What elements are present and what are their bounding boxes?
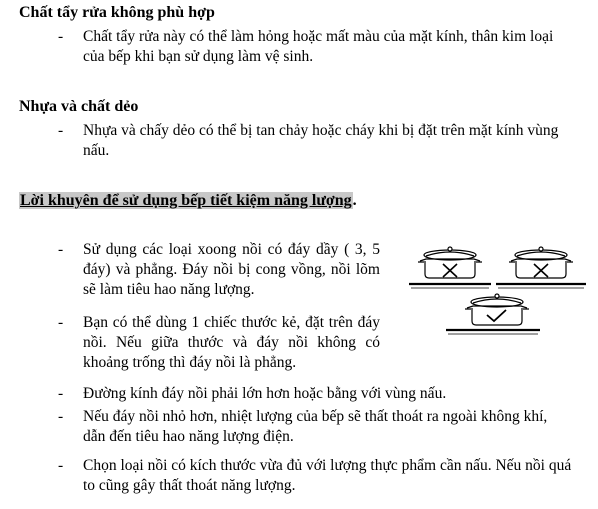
bullet-text: Bạn có thể dùng 1 chiếc thước kẻ, đặt trên đáy nồi. Nếu giữa thước và đáy nồi không có khoảng trống thì đáy nồi là phẳng. bbox=[83, 314, 380, 371]
heading-text: Lời khuyên để sử dụng bếp tiết kiệm năng lượng bbox=[20, 192, 352, 209]
bullet-dash: - bbox=[58, 385, 64, 402]
bullet-dash: - bbox=[58, 28, 64, 45]
heading-unsuitable-cleaners: Chất tẩy rửa không phù hợp bbox=[19, 4, 215, 21]
pot-too-small-right-illustration bbox=[494, 245, 588, 290]
bullet-dash: - bbox=[58, 241, 64, 258]
bullet-dash: - bbox=[58, 408, 64, 425]
bullet-text: Nhựa và chấy dẻo có thể bị tan chảy hoặc cháy khi bị đặt trên mặt kính vùng nấu. bbox=[83, 122, 559, 159]
bullet-dash: - bbox=[58, 122, 64, 139]
pot-too-small-left-illustration bbox=[405, 245, 495, 290]
bullet-text: Sử dụng các loại xoong nồi có đáy dầy ( 3, 5 đáy) và phẳng. Đáy nồi bị cong vồng, nồi lõm sẽ làm tiêu hao năng lượng. bbox=[83, 241, 380, 298]
heading-suffix: . bbox=[352, 192, 357, 209]
bullet-text: Đường kính đáy nồi phải lớn hơn hoặc bằng với vùng nấu. bbox=[83, 385, 447, 402]
bullet-text: Nếu đáy nồi nhỏ hơn, nhiệt lượng của bếp sẽ thất thoát ra ngoài không khí, dẫn đến tiêu hao năng lượng điện. bbox=[83, 408, 548, 445]
bullet-dash: - bbox=[58, 314, 64, 331]
heading-energy-saving-tips bbox=[19, 191, 357, 211]
heading-plastics: Nhựa và chất dẻo bbox=[19, 98, 139, 115]
pot-correct-illustration bbox=[440, 293, 542, 337]
bullet-text: Chất tẩy rửa này có thể làm hỏng hoặc mất màu của mặt kính, thân kim loại của bếp khi bạn sử dụng làm vệ sinh. bbox=[83, 28, 554, 65]
bullet-text: Chọn loại nồi có kích thước vừa đủ với lượng thực phẩm cần nấu. Nếu nồi quá to cũng gây thất thoát năng lượng. bbox=[83, 457, 572, 494]
bullet-dash: - bbox=[58, 457, 64, 474]
